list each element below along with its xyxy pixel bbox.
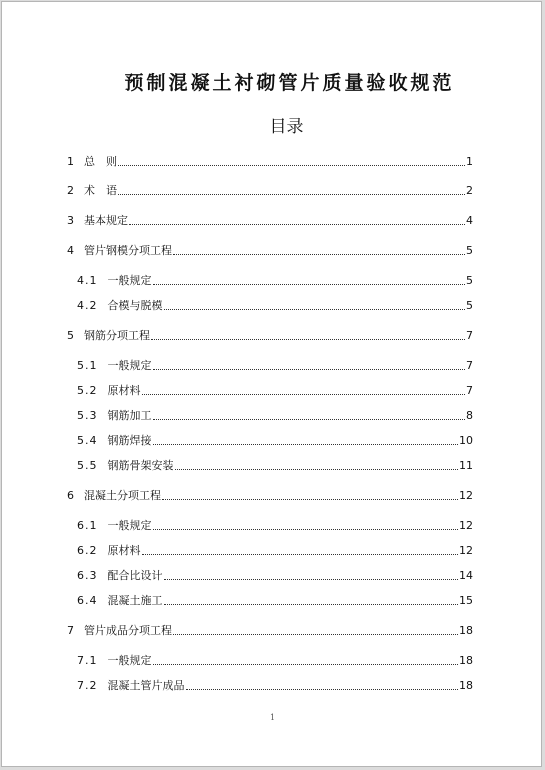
toc-leader-dots: [175, 469, 459, 470]
toc-entry-page: 7: [466, 384, 473, 397]
document-title: 预制混凝土衬砌管片质量验收规范: [124, 72, 455, 94]
toc-entry[interactable]: [77, 594, 473, 608]
toc-entry-number: 1: [67, 155, 74, 168]
toc-entry-number: 5.2: [77, 384, 98, 397]
toc-entry-label: 一般规定: [107, 654, 152, 667]
toc-leader-dots: [153, 444, 459, 445]
toc-entry[interactable]: [67, 329, 473, 343]
toc-entry[interactable]: [67, 184, 473, 198]
toc-entry-page: 10: [459, 434, 473, 447]
toc-entry-number: 3: [67, 214, 74, 227]
toc-entry-number: 7: [67, 624, 74, 637]
toc-entry-number: 4.2: [77, 299, 98, 312]
toc-entry-label: 原材料: [107, 384, 141, 397]
toc-entry-number: 4: [67, 244, 74, 257]
toc-entry-number: 7.2: [77, 679, 98, 692]
toc-leader-dots: [164, 579, 459, 580]
toc-leader-dots: [153, 284, 466, 285]
toc-entry-label: 术 语: [84, 184, 117, 197]
toc-entry[interactable]: [67, 244, 473, 258]
toc-entry-label: 合模与脱模: [107, 299, 163, 312]
toc-leader-dots: [162, 499, 458, 500]
toc-leader-dots: [186, 689, 459, 690]
toc-entry-page: 7: [466, 359, 473, 372]
toc-entry-label: 钢筋骨架安装: [107, 459, 174, 472]
toc-entry-label: 管片钢模分项工程: [84, 244, 172, 257]
toc-entry[interactable]: [77, 519, 473, 533]
toc-leader-dots: [129, 224, 465, 225]
toc-entry-page: 15: [459, 594, 473, 607]
toc-entry-label: 一般规定: [107, 519, 152, 532]
toc-entry[interactable]: [77, 384, 473, 398]
toc-entry-page: 12: [459, 489, 473, 502]
toc-heading: 目录: [269, 117, 304, 137]
toc-leader-dots: [142, 394, 466, 395]
toc-entry-page: 1: [466, 155, 473, 168]
toc-entry-page: 5: [466, 299, 473, 312]
toc-entry[interactable]: [67, 155, 473, 169]
toc-entry-label: 钢筋加工: [107, 409, 152, 422]
toc-entry-page: 11: [459, 459, 473, 472]
toc-leader-dots: [142, 554, 459, 555]
toc-entry-page: 12: [459, 519, 473, 532]
toc-entry[interactable]: [67, 489, 473, 503]
toc-entry[interactable]: [77, 569, 473, 583]
toc-leader-dots: [173, 634, 458, 635]
toc-entry-page: 18: [459, 624, 473, 637]
toc-leader-dots: [153, 419, 466, 420]
page-number: 1: [269, 713, 276, 722]
toc-entry[interactable]: [77, 409, 473, 423]
toc-leader-dots: [118, 194, 465, 195]
toc-leader-dots: [151, 339, 465, 340]
toc-entry-number: 6.4: [77, 594, 98, 607]
toc-leader-dots: [153, 529, 459, 530]
toc-entry-number: 5.5: [77, 459, 98, 472]
toc-entry-label: 钢筋焊接: [107, 434, 152, 447]
toc-entry[interactable]: [77, 299, 473, 313]
toc-entry-number: 6.2: [77, 544, 98, 557]
toc-entry-label: 原材料: [107, 544, 141, 557]
toc-entry-page: 5: [466, 274, 473, 287]
toc-leader-dots: [153, 664, 459, 665]
toc-entry-number: 4.1: [77, 274, 98, 287]
toc-entry[interactable]: [67, 624, 473, 638]
toc-entry-page: 18: [459, 679, 473, 692]
toc-entry-number: 5.4: [77, 434, 98, 447]
toc-entry-label: 钢筋分项工程: [84, 329, 150, 342]
toc-entry-label: 总 则: [84, 155, 117, 168]
toc-entry-number: 2: [67, 184, 74, 197]
toc-entry-page: 12: [459, 544, 473, 557]
toc-entry[interactable]: [77, 544, 473, 558]
toc-entry-number: 5.3: [77, 409, 98, 422]
toc-entry-number: 5.1: [77, 359, 98, 372]
toc-entry[interactable]: [67, 214, 473, 228]
toc-leader-dots: [118, 165, 465, 166]
table-of-contents: [2, 2, 541, 766]
toc-entry-label: 管片成品分项工程: [84, 624, 172, 637]
toc-entry[interactable]: [77, 434, 473, 448]
toc-entry-label: 配合比设计: [107, 569, 163, 582]
toc-entry[interactable]: [77, 654, 473, 668]
toc-entry-label: 混凝土管片成品: [107, 679, 185, 692]
toc-entry-number: 5: [67, 329, 74, 342]
toc-entry-label: 一般规定: [107, 359, 152, 372]
toc-leader-dots: [153, 369, 466, 370]
toc-entry-page: 18: [459, 654, 473, 667]
toc-entry-label: 一般规定: [107, 274, 152, 287]
toc-leader-dots: [164, 604, 459, 605]
toc-entry-label: 混凝土施工: [107, 594, 163, 607]
toc-entry[interactable]: [77, 274, 473, 288]
toc-entry-label: 基本规定: [84, 214, 128, 227]
toc-entry[interactable]: [77, 359, 473, 373]
toc-entry-page: 5: [466, 244, 473, 257]
toc-entry[interactable]: [77, 679, 473, 693]
toc-entry[interactable]: [77, 459, 473, 473]
toc-entry-number: 6.1: [77, 519, 98, 532]
toc-entry-page: 14: [459, 569, 473, 582]
toc-entry-number: 6.3: [77, 569, 98, 582]
toc-entry-page: 7: [466, 329, 473, 342]
toc-leader-dots: [173, 254, 465, 255]
document-page: [1, 1, 542, 767]
toc-leader-dots: [164, 309, 466, 310]
toc-entry-number: 7.1: [77, 654, 98, 667]
toc-entry-number: 6: [67, 489, 74, 502]
toc-entry-page: 8: [466, 409, 473, 422]
toc-entry-page: 2: [466, 184, 473, 197]
toc-entry-label: 混凝土分项工程: [84, 489, 161, 502]
toc-entry-page: 4: [466, 214, 473, 227]
